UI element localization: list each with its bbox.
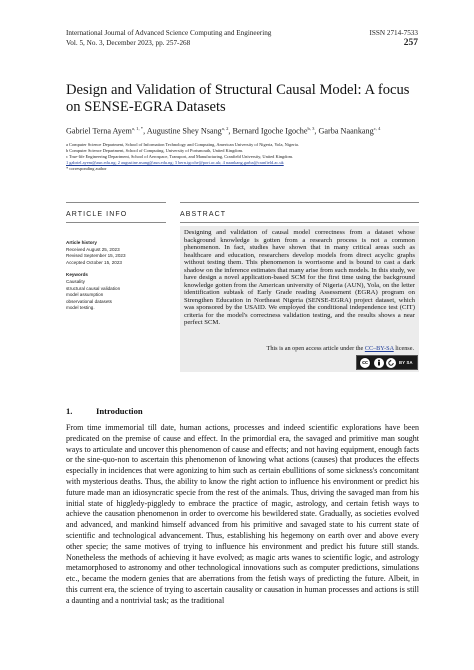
share-alike-icon — [386, 358, 396, 368]
divider-info-under — [66, 222, 166, 223]
author-affil-mark: b, 3 — [307, 126, 315, 131]
paper-title: Design and Validation of Structural Causal Model: A focus on SENSE-EGRA Datasets — [66, 82, 410, 115]
license-statement — [186, 345, 414, 352]
section-heading — [66, 406, 143, 416]
corresponding-author-note: * corresponding author — [66, 166, 107, 172]
author-affil-mark: a, 1, * — [131, 126, 144, 131]
license-suffix: license. — [395, 345, 414, 352]
history-heading: Article history — [66, 240, 97, 245]
affiliations — [66, 142, 426, 172]
received-date: Received August 25, 2023 — [66, 246, 120, 252]
author-list — [66, 124, 426, 137]
divider-info — [66, 202, 166, 203]
cc-by-sa-badge[interactable] — [356, 355, 418, 370]
license-prefix: This is an open access article under the — [266, 345, 364, 352]
attribution-icon — [374, 358, 384, 368]
revised-date: Revised September 15, 2023 — [66, 253, 126, 259]
keyword-item: Causality — [66, 278, 85, 284]
page-number: 257 — [403, 38, 418, 48]
author-separator: , — [228, 126, 233, 136]
divider-abstract-under — [180, 222, 419, 223]
author-name: Augustine Shey Nsang — [146, 126, 222, 136]
author-affil-mark: a, 2 — [221, 126, 229, 131]
volume-info: Vol. 5, No. 3, December 2023, pp. 257-268 — [66, 39, 191, 47]
accepted-date: Accepted October 15, 2023 — [66, 259, 122, 265]
email-links[interactable]: 1 gabriel.ayem@aun.edu.ng; 2 augustine.nsang@aun.edu.ng; 3 bern.igoche@port.ac.uk; 4 naankang.garba@cranfield.ac.uk — [66, 160, 284, 166]
article-info — [66, 240, 166, 312]
header-right — [369, 28, 418, 48]
cc-icon: cc — [359, 357, 371, 369]
section-title: Introduction — [96, 406, 143, 416]
keyword-item: model assumption — [66, 292, 104, 298]
badge-label: BY SA — [399, 360, 413, 365]
author-name: Garba Naankang — [318, 126, 374, 136]
keyword-item: structural causal validation — [66, 285, 121, 291]
license-icons — [374, 358, 396, 368]
abstract-label: ABSTRACT — [180, 211, 227, 218]
affiliation-c: c True-life Engineering Department, School of Aerospace, Transport, and Manufacturing, Cranfield University, United Kingdom. — [66, 154, 294, 160]
affiliation-a: a Computer Science Department, School of Information Technology and Computing, American University of Nigeria, Yola, Nigeria. — [66, 142, 299, 147]
divider-abstract — [180, 202, 419, 203]
keyword-item: observational datasets — [66, 298, 112, 304]
author-name: Gabriel Terna Ayem — [66, 126, 132, 136]
section-number: 1. — [66, 406, 73, 416]
abstract-text: Designing and validation of causal model correctness from a dataset whose background knowledge is gotten from a research process is not a common phenomenon. In fact, studies have shown that in many critical areas such as healthcare and education, researchers develop models from direct acyclic graphs without testing them. This phenomenon is worrisome and is bound to cast a dark shadow on the inference estimates that many arise from such models. In this study, we have design a novel application-based SCM for the first time using the background knowledge gotten from the American university of Nigeria (AUN), Yola, on the letter identification subtask of Early Grade reading Assessment (EGRA) program on Strengthen Education in Northeast Nigeria (SENSE-EGRA) project dataset, which was sponsored by the USAID. We employed the conditional independence test (CIT) criteria for the model's correctness validation testing, and the results shows a near perfect SCM. — [184, 229, 415, 326]
author-separator: , — [143, 126, 147, 136]
license-link[interactable]: CC–BY-SA — [364, 345, 394, 352]
issn: ISSN 2714-7533 — [369, 29, 418, 37]
header-left — [66, 28, 271, 48]
author-separator: , — [314, 126, 319, 136]
journal-name: International Journal of Advanced Science Computing and Engineering — [66, 29, 272, 37]
affiliation-b: b Computer Science Department, School of Computing, University of Portsmouth, United Kingdom. — [66, 148, 244, 154]
intro-paragraph: From time immemorial till date, human actions, processes and indeed scientific explorations have been predicated on the premise of cause and effect. In the primordial era, the savaged and primitive man sought ways to articulate and uncover this phenomenon of cause and effects; and not having equipment, enough facts or the sine-quo-non to ascertain this phenomenon of knowing what actions (causes) that produces the effects especially in incidences that were agonizing to him such as certain ebullitions of some sickness's concomitant with mysterious deaths. Thus, the ability to know the right action to influence his environment or predict his future made man an idiosyncratic specie from the rest of the animals. Thus, driving the savaged man from his initial state of higgledy-piggledy to embrace the practice of magic, astrology, and certain fetish ways to achieve the causation phenomenon in order to overcome his bewildered state. Gradually, as societies evolved and advanced, and mankind himself advanced from his primitive and savaged state to his current state of scientific and technological advancement. Thus, establishing his hegemony on earth over and above every other specie; the same motives of trying to influence his environment and predict his future still stands. Nonetheless the methods of achieving it have evolved; as magic arts wanes to scientific logic, and astrology metamorphosed to astronomy and other technological innovations such as computer predictions, simulations etc., became the modern genies that are aberrations from the fetish ways of predicting the future. Albeit, in this current era, the science of trying to ascertain causality or causation in human processes and actions is still a daunting and a nontrivial task; as the traditional — [66, 423, 419, 605]
keywords-heading: Keywords — [66, 272, 88, 278]
author-affil-mark: c, 4 — [373, 126, 381, 131]
author-name: Bernard Igoche Igoche — [232, 126, 308, 136]
keyword-item: model testing. — [66, 305, 95, 311]
article-info-label: ARTICLE INFO — [66, 211, 128, 218]
